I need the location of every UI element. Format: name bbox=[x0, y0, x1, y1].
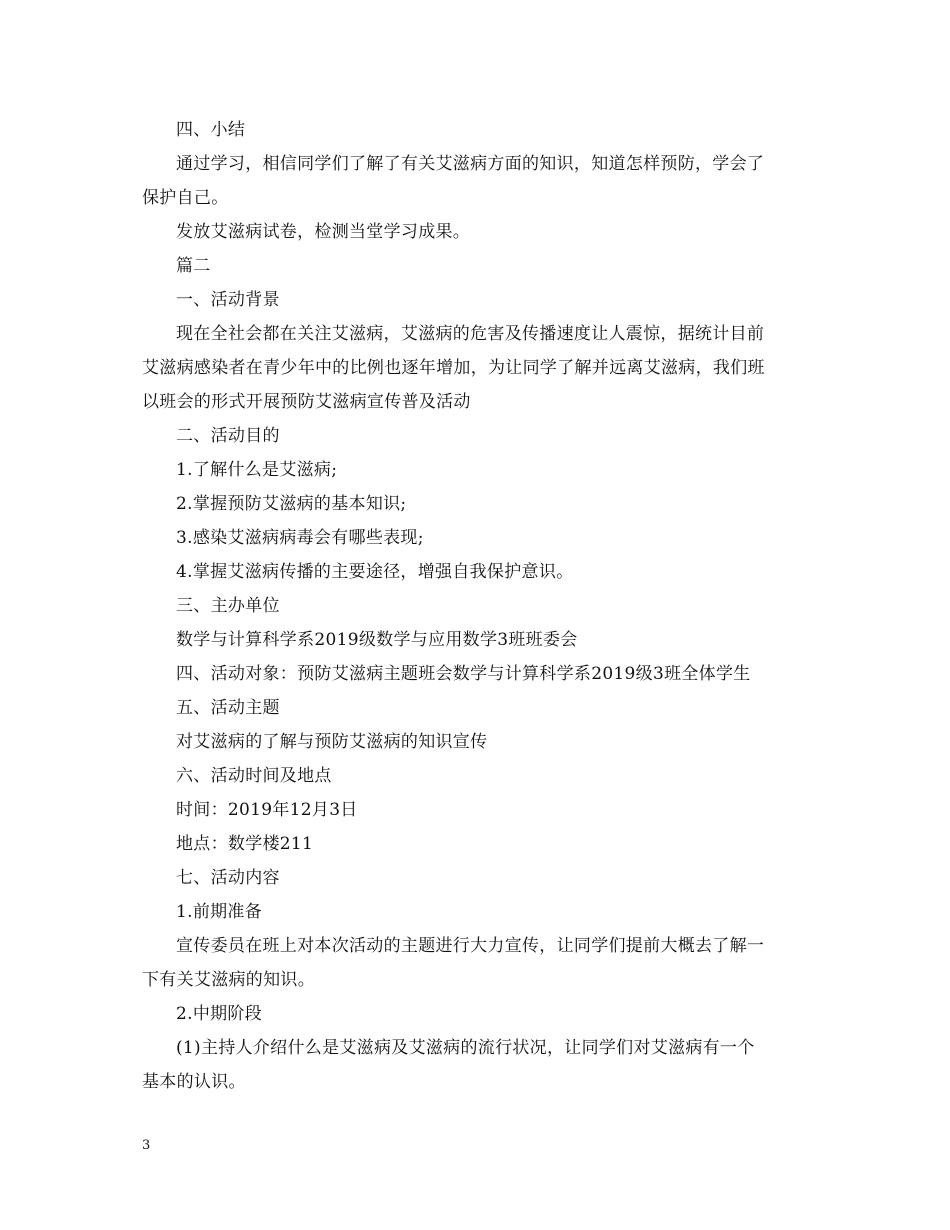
section-title: 篇二 bbox=[176, 256, 211, 276]
paragraph-line: 地点：数学楼211 bbox=[176, 834, 314, 854]
heading-organizer: 三、主办单位 bbox=[176, 596, 280, 616]
paragraph-line: 宣传委员在班上对本次活动的主题进行大力宣传，让同学们提前大概去了解一 bbox=[176, 936, 765, 956]
paragraph-line: 发放艾滋病试卷，检测当堂学习成果。 bbox=[176, 222, 471, 242]
subheading: 2.中期阶段 bbox=[176, 1004, 263, 1024]
paragraph-line: 对艾滋病的了解与预防艾滋病的知识宣传 bbox=[176, 732, 488, 752]
paragraph-line: 现在全社会都在关注艾滋病，艾滋病的危害及传播速度让人震惊，据统计目前 bbox=[176, 324, 765, 344]
heading-background: 一、活动背景 bbox=[176, 290, 280, 310]
paragraph-line: 通过学习，相信同学们了解了有关艾滋病方面的知识，知道怎样预防，学会了 bbox=[176, 154, 765, 174]
paragraph-line: 下有关艾滋病的知识。 bbox=[142, 970, 315, 990]
subheading: 1.前期准备 bbox=[176, 902, 263, 922]
list-item: 1.了解什么是艾滋病; bbox=[176, 460, 338, 480]
paragraph-line: (1)主持人介绍什么是艾滋病及艾滋病的流行状况，让同学们对艾滋病有一个 bbox=[176, 1038, 755, 1058]
heading-summary: 四、小结 bbox=[176, 120, 246, 140]
list-item: 3.感染艾滋病病毒会有哪些表现; bbox=[176, 528, 424, 548]
list-item: 2.掌握预防艾滋病的基本知识; bbox=[176, 494, 407, 514]
paragraph-line: 以班会的形式开展预防艾滋病宣传普及活动 bbox=[142, 392, 471, 412]
paragraph-line: 数学与计算科学系2019级数学与应用数学3班班委会 bbox=[176, 630, 578, 650]
heading-purpose: 二、活动目的 bbox=[176, 426, 280, 446]
heading-time-place: 六、活动时间及地点 bbox=[176, 766, 332, 786]
paragraph-line: 时间：2019年12月3日 bbox=[176, 800, 358, 820]
paragraph-line: 保护自己。 bbox=[142, 188, 229, 208]
heading-audience: 四、活动对象：预防艾滋病主题班会数学与计算科学系2019级3班全体学生 bbox=[176, 664, 751, 684]
heading-theme: 五、活动主题 bbox=[176, 698, 280, 718]
paragraph-line: 艾滋病感染者在青少年中的比例也逐年增加，为让同学了解并远离艾滋病，我们班 bbox=[142, 358, 765, 378]
list-item: 4.掌握艾滋病传播的主要途径，增强自我保护意识。 bbox=[176, 562, 574, 582]
paragraph-line: 基本的认识。 bbox=[142, 1072, 246, 1092]
heading-content: 七、活动内容 bbox=[176, 868, 280, 888]
page-number: 3 bbox=[142, 1138, 151, 1153]
